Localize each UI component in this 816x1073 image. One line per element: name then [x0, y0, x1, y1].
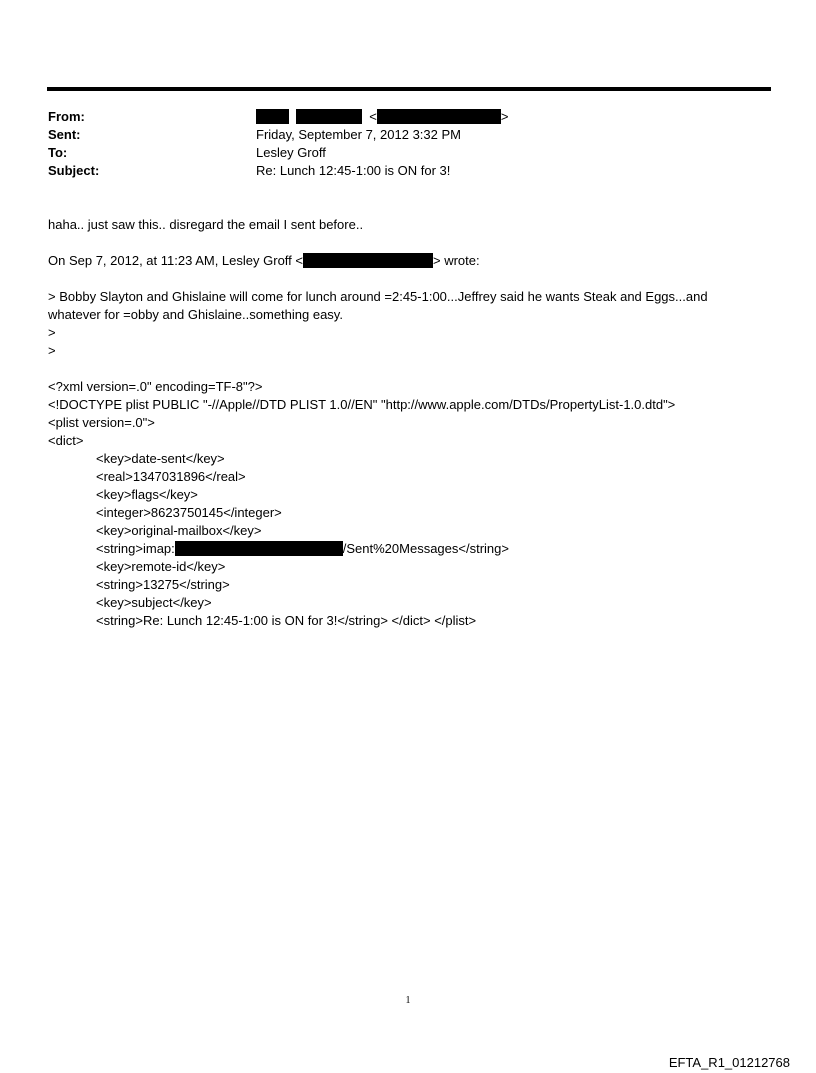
plist-key: <key>remote-id</key>: [96, 559, 226, 574]
subject-row: [48, 162, 768, 179]
quote-intro-prefix: On Sep 7, 2012, at 11:23 AM, Lesley Groff <: [48, 253, 303, 268]
plist-value: <string>13275</string>: [96, 577, 230, 592]
from-value: [256, 108, 508, 125]
quote-line: >: [48, 343, 56, 358]
quote-line: whatever for =obby and Ghislaine..something easy.: [48, 307, 343, 322]
quote-intro-suffix: > wrote:: [433, 253, 480, 268]
to-label: To:: [48, 145, 68, 160]
sent-value: Friday, September 7, 2012 3:32 PM: [256, 127, 461, 142]
redaction-block: [303, 253, 433, 268]
redaction-block: [175, 541, 343, 556]
imap-prefix: <string>imap:: [96, 541, 175, 556]
quote-intro: [48, 252, 480, 269]
from-gt: >: [500, 109, 509, 124]
doctype-line: <!DOCTYPE plist PUBLIC "-//Apple//DTD PLIST 1.0//EN" "http://www.apple.com/DTDs/PropertyList-1.0.dtd">: [48, 397, 676, 412]
to-value: Lesley Groff: [256, 145, 326, 160]
from-lt: <: [369, 109, 377, 124]
plist-open: <plist version=.0">: [48, 415, 155, 430]
redaction-block: [256, 109, 289, 124]
plist-key: <key>date-sent</key>: [96, 451, 225, 466]
quote-line: > Bobby Slayton and Ghislaine will come for lunch around =2:45-1:00...Jeffrey said he wants Steak and Eggs...and: [48, 289, 708, 304]
sent-row: [48, 126, 768, 143]
page-number: 1: [405, 995, 411, 1006]
plist-key: <key>original-mailbox</key>: [96, 523, 262, 538]
from-label: From:: [48, 109, 85, 124]
subject-value: Re: Lunch 12:45-1:00 is ON for 3!: [256, 163, 451, 178]
plist-value: <real>1347031896</real>: [96, 469, 246, 484]
plist-value: <integer>8623750145</integer>: [96, 505, 282, 520]
header-rule: [47, 87, 771, 91]
reply-line: haha.. just saw this.. disregard the email I sent before..: [48, 217, 364, 232]
xml-declaration: <?xml version=.0" encoding=TF-8"?>: [48, 379, 263, 394]
plist-value: <string>Re: Lunch 12:45-1:00 is ON for 3!</string> </dict> </plist>: [96, 613, 477, 628]
plist-key: <key>subject</key>: [96, 595, 212, 610]
to-row: [48, 144, 768, 161]
redaction-block: [296, 109, 362, 124]
quote-line: >: [48, 325, 56, 340]
subject-label: Subject:: [48, 163, 100, 178]
dict-open: <dict>: [48, 433, 84, 448]
redaction-block: [377, 109, 501, 124]
from-row: [48, 108, 768, 125]
imap-suffix: /Sent%20Messages</string>: [342, 541, 509, 556]
document-id: EFTA_R1_01212768: [668, 1055, 790, 1070]
sent-label: Sent:: [48, 127, 81, 142]
plist-value-imap: [96, 540, 509, 557]
plist-key: <key>flags</key>: [96, 487, 198, 502]
